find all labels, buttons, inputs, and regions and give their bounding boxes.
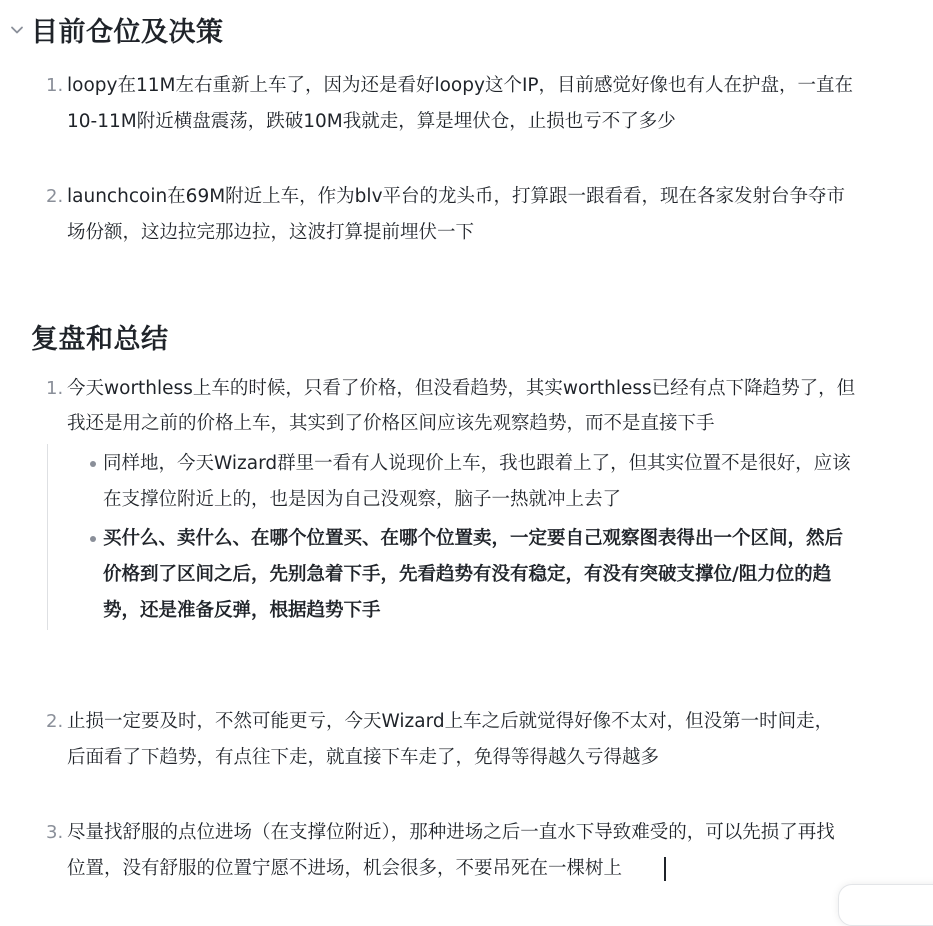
list-item-text[interactable]: loopy在11M左右重新上车了，因为还是看好loopy这个IP，目前感觉好像也有人在护盘，一直在 xyxy=(67,75,854,96)
list-item-text[interactable]: 止损一定要及时，不然可能更亏，今天Wizard上车之后就觉得好像不太对，但没第一时间走， xyxy=(67,711,834,732)
sub-bullet-text-bold[interactable]: 买什么、卖什么、在哪个位置买、在哪个位置卖，一定要自己观察图表得出一个区间，然后 xyxy=(103,528,844,549)
list-item-text[interactable]: 后面看了下趋势，有点往下走，就直接下车走了，免得等得越久亏得越多 xyxy=(67,747,660,768)
list-item-text[interactable]: 位置，没有舒服的位置宁愿不进场，机会很多，不要吊死在一棵树上 xyxy=(67,858,623,879)
list-number: 3. xyxy=(46,822,64,843)
text-cursor xyxy=(664,857,666,881)
sub-bullet-text[interactable]: 同样地，今天Wizard群里一看有人说现价上车，我也跟着上了，但其实位置不是很好，应该 xyxy=(103,453,851,474)
list-number: 1. xyxy=(46,75,64,96)
section-title: 复盘和总结 xyxy=(31,324,169,355)
list-item-text[interactable]: 场份额，这边拉完那边拉，这波打算提前埋伏一下 xyxy=(67,222,475,243)
sub-bullet-text-bold[interactable]: 价格到了区间之后，先别急着下手，先看趋势有没有稳定，有没有突破支撑位/阻力位的趋 xyxy=(103,564,832,585)
bullet-dot xyxy=(90,461,96,467)
list-item-text[interactable]: 我还是用之前的价格上车，其实到了价格区间应该先观察趋势，而不是直接下手 xyxy=(67,413,715,434)
chevron-down-icon[interactable] xyxy=(9,22,25,38)
section-title: 目前仓位及决策 xyxy=(31,17,224,48)
list-item-text[interactable]: 尽量找舒服的点位进场（在支撑位附近），那种进场之后一直水下导致难受的，可以先损了再找 xyxy=(67,822,835,843)
list-number: 1. xyxy=(46,378,64,399)
list-item-text[interactable]: launchcoin在69M附近上车，作为blv平台的龙头币，打算跟一跟看看，现在各家发射台争夺市 xyxy=(67,186,846,207)
list-number: 2. xyxy=(46,711,64,732)
sub-bullet-text[interactable]: 在支撑位附近上的，也是因为自己没观察，脑子一热就冲上去了 xyxy=(103,489,622,510)
floating-widget[interactable] xyxy=(838,884,933,926)
bullet-dot xyxy=(90,536,96,542)
indent-guide xyxy=(47,444,48,630)
list-item-text[interactable]: 10-11M附近横盘震荡，跌破10M我就走，算是埋伏仓，止损也亏不了多少 xyxy=(67,111,676,132)
list-number: 2. xyxy=(46,186,64,207)
sub-bullet-text-bold[interactable]: 势，还是准备反弹，根据趋势下手 xyxy=(103,600,381,621)
list-item-text[interactable]: 今天worthless上车的时候，只看了价格，但没看趋势，其实worthless已经有点下降趋势了，但 xyxy=(67,378,856,399)
